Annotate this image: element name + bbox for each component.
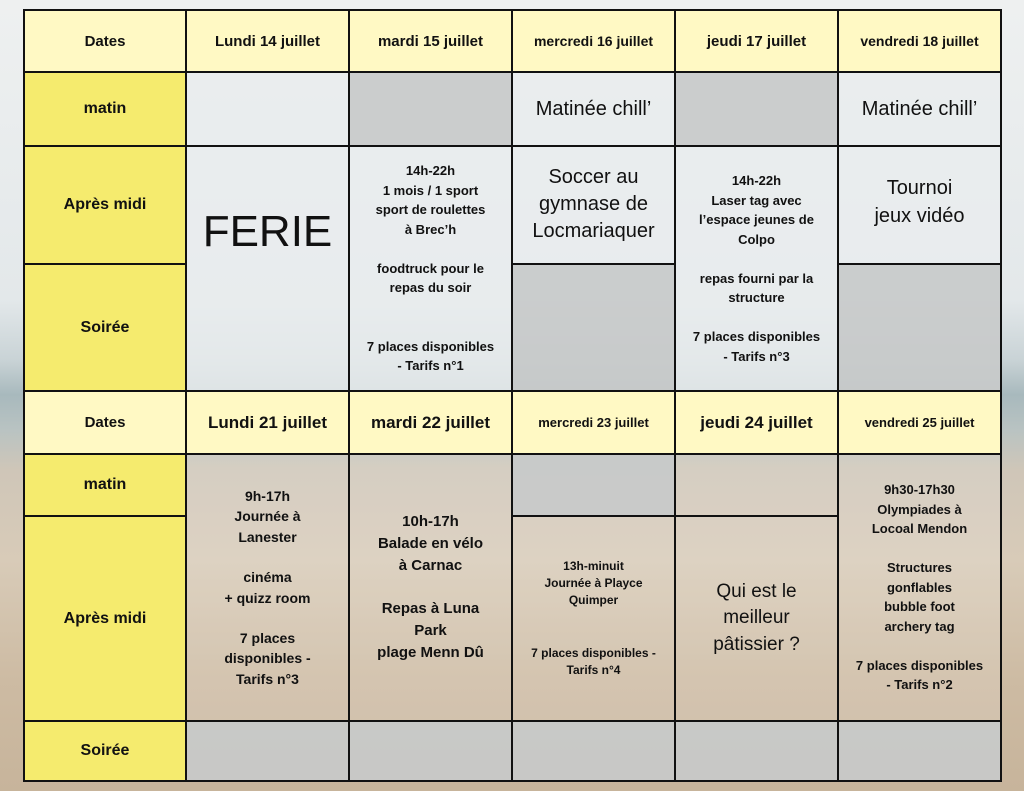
day-header	[512, 10, 675, 72]
activity-text: Soccer au gymnase de Locmariaquer	[532, 166, 655, 242]
activity-text: 9h30-17h30 Olympiades à Locoal Mendon Structures gonflables bubble foot archery tag 7 places disponibles - Tarifs n°2	[855, 482, 984, 693]
empty-slot	[512, 454, 675, 516]
day-label: jeudi 24 juillet	[700, 412, 813, 432]
grid-line	[837, 9, 839, 782]
activity-cell	[838, 72, 1001, 146]
day-label: Lundi 21 juillet	[207, 412, 327, 432]
day-header	[186, 10, 349, 72]
empty-slot	[675, 454, 838, 516]
grid-line	[23, 145, 1002, 147]
activity-text: Qui est le meilleur pâtissier ?	[713, 580, 800, 655]
dates-label: Dates	[84, 32, 126, 50]
activity-cell	[512, 146, 675, 264]
day-header	[186, 391, 349, 454]
empty-slot	[838, 721, 1001, 781]
activity-text: 14h-22h 1 mois / 1 sport sport de roulettes à Brec’h foodtruck pour le repas du soir 7 places disponibles - Tarifs n°1	[366, 163, 495, 374]
day-header	[349, 10, 512, 72]
empty-slot	[675, 721, 838, 781]
grid-line	[1000, 9, 1002, 782]
grid-line	[23, 780, 1002, 782]
row-label-apres-midi	[24, 146, 186, 264]
grid-line	[23, 263, 187, 265]
day-header	[675, 10, 838, 72]
row-label-text: matin	[83, 100, 127, 117]
activity-cell	[675, 146, 838, 391]
grid-line	[511, 263, 675, 265]
day-header	[512, 391, 675, 454]
row-label-text: matin	[83, 476, 127, 493]
row-label-text: Soirée	[80, 318, 130, 336]
row-label-apres-midi	[24, 516, 186, 721]
grid-line	[185, 9, 187, 782]
day-header	[675, 391, 838, 454]
day-header	[838, 391, 1001, 454]
day-label: mardi 15 juillet	[377, 32, 484, 50]
empty-slot	[512, 721, 675, 781]
activity-cell	[838, 146, 1001, 264]
ferie-cell	[186, 72, 349, 391]
empty-slot	[349, 72, 512, 146]
grid-line	[23, 515, 187, 517]
dates-label: Dates	[84, 414, 126, 431]
activity-cell	[186, 454, 349, 721]
row-label-text: Après midi	[63, 196, 147, 213]
activity-text: 13h-minuit Journée à Playce Quimper 7 places disponibles - Tarifs n°4	[531, 558, 656, 677]
day-header	[349, 391, 512, 454]
empty-slot	[349, 721, 512, 781]
row-label-soiree	[24, 721, 186, 781]
activity-cell	[512, 516, 675, 721]
empty-slot	[838, 264, 1001, 391]
activity-cell	[349, 454, 512, 721]
activity-cell	[349, 146, 512, 391]
day-label: jeudi 17 juillet	[706, 32, 807, 50]
grid-line	[23, 720, 1002, 722]
grid-line	[23, 9, 1002, 11]
grid-line	[23, 390, 1002, 392]
empty-slot	[512, 264, 675, 391]
day-label: vendredi 18 juillet	[860, 33, 979, 49]
activity-cell	[675, 516, 838, 721]
empty-slot	[675, 72, 838, 146]
grid-line	[674, 9, 676, 782]
day-header	[838, 10, 1001, 72]
day-label: mercredi 23 juillet	[538, 415, 649, 430]
dates-header-week2	[24, 391, 186, 454]
activity-cell	[838, 454, 1001, 721]
grid-line	[511, 9, 513, 782]
activity-text: 10h-17h Balade en vélo à Carnac Repas à Luna Park plage Menn Dû	[377, 513, 484, 661]
grid-line	[23, 453, 1002, 455]
ferie-text: FERIE	[202, 206, 333, 256]
activity-text: Matinée chill’	[861, 97, 978, 120]
day-label: mardi 22 juillet	[370, 412, 491, 432]
activity-cell	[512, 72, 675, 146]
grid-line	[511, 515, 838, 517]
row-label-matin	[24, 72, 186, 146]
activity-text: 14h-22h Laser tag avec l’espace jeunes de Colpo repas fourni par la structure 7 places disponibles - Tarifs n°3	[692, 173, 821, 364]
day-label: mercredi 16 juillet	[533, 33, 654, 49]
activity-text: Matinée chill’	[535, 97, 652, 120]
dates-header-week1	[24, 10, 186, 72]
grid-line	[348, 9, 350, 782]
row-label-matin	[24, 454, 186, 516]
activity-text: Tournoi jeux vidéo	[874, 177, 965, 227]
day-label: vendredi 25 juillet	[864, 415, 975, 430]
grid-line	[837, 263, 1002, 265]
activity-text: 9h-17h Journée à Lanester cinéma + quizz room 7 places disponibles - Tarifs n°3	[224, 488, 311, 687]
day-label: Lundi 14 juillet	[214, 32, 320, 50]
row-label-soiree	[24, 264, 186, 391]
empty-slot	[186, 721, 349, 781]
grid-line	[23, 9, 25, 782]
grid-line	[23, 71, 1002, 73]
row-label-text: Après midi	[63, 609, 147, 627]
row-label-text: Soirée	[80, 742, 130, 759]
